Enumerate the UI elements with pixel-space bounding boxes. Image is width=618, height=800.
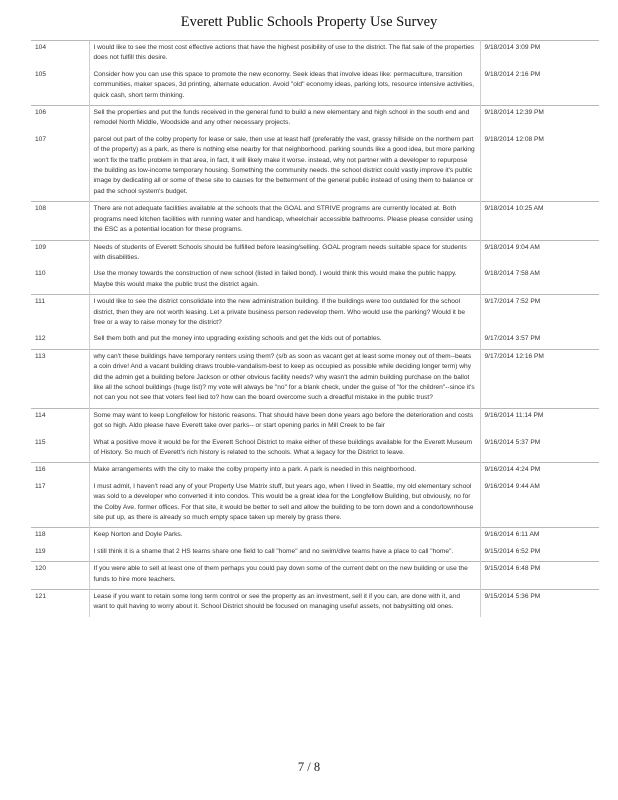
response-number: 105 — [35, 70, 47, 78]
response-date: 9/18/2014 12:08 PM — [484, 135, 544, 143]
response-number: 121 — [31, 590, 89, 617]
responses-table-body — [31, 41, 599, 617]
response-number: 108 — [31, 202, 89, 240]
response-number: 106 — [31, 106, 89, 133]
response-text: Needs of students of Everett Schools should be fulfilled before leasing/selling. GOAL program needs suitable space for students with disabilities. — [89, 240, 480, 267]
response-text: I would like to see the district consolidate into the new administration building. If the buildings were too outdated for the school district, then they are not worth leasing. Let a private business person redevelop them. Who would use the parking? Would it be free or a way to raise money for the district? — [89, 295, 480, 333]
response-date: 9/18/2014 10:25 AM — [480, 202, 599, 240]
table-row — [31, 133, 599, 202]
response-text: parcel out part of the colby property for lease or sale, then use at least half (preferably the vast, grassy hillside on the northern part of the property) as a park, as there is nothing else nearby for that neighborhood. parking sounds like a good idea, but more parking won't fix the traffic problem in that area, in fact, it will likely make it worse. instead, why not partner with a developer to repurpose the building as low-income temporary housing. Something the community needs. the school district could vastly improve it's public image by dedicating all or some of these site to causes for the betterment of the general public instead of using them to balance or pad the school system's budget. — [89, 133, 480, 202]
responses-table — [31, 40, 599, 617]
response-text: If you were able to sell at least one of them perhaps you could pay down some of the current debt on the new building or use the funds to hire more teachers. — [89, 562, 480, 590]
response-number: 111 — [31, 295, 89, 333]
response-date: 9/15/2014 6:48 PM — [480, 562, 599, 590]
table-row — [31, 267, 599, 294]
response-text: Sell the properties and put the funds received in the general fund to build a new elementary and high school in the south end and remodel North Middle, Woodside and any other necessary projects. — [89, 106, 480, 133]
table-row — [31, 240, 599, 267]
response-text: I must admit, I haven't read any of your Property Use Matrix stuff, but years ago, when I lived in Seattle, my old elementary school was sold to a developer who converted it into condos. This would be a great idea for the Longfellow Building, but obviously, no for the Colby Ave. former offices. For that site, it would be better to sell and allow the building to be torn down and a condo/townhouse site put up, as there is already so much empty space taken up merely by grass there. — [89, 480, 480, 528]
response-date: 9/16/2014 9:44 AM — [484, 482, 540, 490]
response-text: Lease if you want to retain some long term control or see the property as an investment, sell it if you can, are done with it, and want to quit having to worry about it. School District should be focused on managing useful assets, not babysitting old ones. — [89, 590, 480, 617]
response-text: Keep Norton and Doyle Parks. — [89, 528, 480, 545]
page-number: 7 / 8 — [297, 760, 321, 774]
response-number: 115 — [35, 438, 46, 446]
response-date: 9/18/2014 3:09 PM — [480, 41, 599, 68]
response-text: What a positive move it would be for the Everett School District to make either of these buildings available for the Everett Museum of History. So much of Everett's rich history is related to the schools. What a legacy for the District to leave. — [89, 436, 480, 463]
response-text: There are not adequate facilities available at the schools that the GOAL and STRIVE programs are currently located at. Both programs need kitchen facilities with running water and handicap, wheelchair accessible bathrooms. Please please consider using the ESC as a potential location for these programs. — [89, 202, 480, 240]
table-row — [31, 202, 599, 240]
response-number: 110 — [35, 270, 46, 278]
response-date: 9/15/2014 5:36 PM — [480, 590, 599, 617]
response-number: 104 — [31, 41, 89, 68]
response-date: 9/18/2014 2:16 PM — [484, 70, 541, 78]
table-row — [31, 436, 599, 463]
response-number: 120 — [31, 562, 89, 590]
response-date: 9/17/2014 7:52 PM — [480, 295, 599, 333]
table-row — [31, 480, 599, 528]
table-row — [31, 295, 599, 333]
response-text: Consider how you can use this space to promote the new economy. Seek ideas that involve ideas like: permaculture, transition communities, maker spaces, 3d printing, alternate education. Avoid "old" economy ideas, parking lots, resource intensive activities, quick cash, short term thinking. — [89, 68, 480, 106]
response-number: 112 — [35, 335, 46, 343]
response-date: 9/17/2014 3:57 PM — [484, 335, 541, 343]
table-row — [31, 408, 599, 435]
response-number: 114 — [31, 408, 89, 435]
table-row — [31, 106, 599, 133]
response-date: 9/16/2014 5:37 PM — [484, 438, 541, 446]
response-date: 9/18/2014 7:58 AM — [484, 270, 540, 278]
response-text: Use the money towards the construction of new school (listed in failed bond). I would think this would make the public happy. Maybe this would make the public trust the district again. — [89, 267, 480, 294]
response-date: 9/16/2014 11:14 PM — [480, 408, 599, 435]
response-number: 118 — [31, 528, 89, 545]
page-title: Everett Public Schools Property Use Survey — [180, 14, 438, 30]
table-row — [31, 562, 599, 590]
table-row — [31, 41, 599, 68]
response-number: 119 — [35, 547, 46, 555]
table-row — [31, 349, 599, 408]
response-date: 9/18/2014 9:04 AM — [480, 240, 599, 267]
table-row — [31, 463, 599, 480]
response-text: why can't these buildings have temporary renters using them? (s/b as soon as vacant get at least some money out of them--beats a coin drive! And a vacant building draws trouble-vandalism-best to keep as occupied as possible while deciding longer term) why did the admin get a building before Jackson or other obvious facility needs? why wasn't the admin building purchase on the ballot like all the school buildings (huge list)? my vote will always be "no" for a blank check, under the guise of "for the children"--since it's not can you not see that voters feel lied to? how can the board overcome such a dreadful mistake in the public trust? — [89, 349, 480, 408]
table-row — [31, 332, 599, 349]
response-number: 117 — [35, 482, 46, 490]
response-text: I still think it is a shame that 2 HS teams share one field to call "home" and no swim/dive teams have a place to call "home". — [89, 545, 480, 562]
table-row — [31, 545, 599, 562]
table-row — [31, 528, 599, 545]
response-date: 9/15/2014 6:52 PM — [484, 547, 541, 555]
table-row — [31, 590, 599, 617]
response-number: 113 — [31, 349, 89, 408]
response-number: 107 — [35, 135, 47, 143]
response-date: 9/16/2014 4:24 PM — [480, 463, 599, 480]
response-text: Make arrangements with the city to make the colby property into a park. A park is needed in this neighborhood. — [89, 463, 480, 480]
response-date: 9/18/2014 12:39 PM — [480, 106, 599, 133]
response-number: 116 — [31, 463, 89, 480]
response-text: I would like to see the most cost effective actions that have the highest posibility of use to the district. The flat sale of the properties does not fulfill this desire. — [89, 41, 480, 68]
response-number: 109 — [31, 240, 89, 267]
response-text: Sell them both and put the money into upgrading existing schools and get the kids out of portables. — [89, 332, 480, 349]
response-date: 9/16/2014 6:11 AM — [480, 528, 599, 545]
response-text: Some may want to keep Longfellow for historic reasons. That should have been done years ago before the deterioration and costs got so high. Aldo please have Everett take over parks-- or start opening parks in Mill Creek to be fair — [89, 408, 480, 435]
response-date: 9/17/2014 12:16 PM — [480, 349, 599, 408]
table-row — [31, 68, 599, 106]
